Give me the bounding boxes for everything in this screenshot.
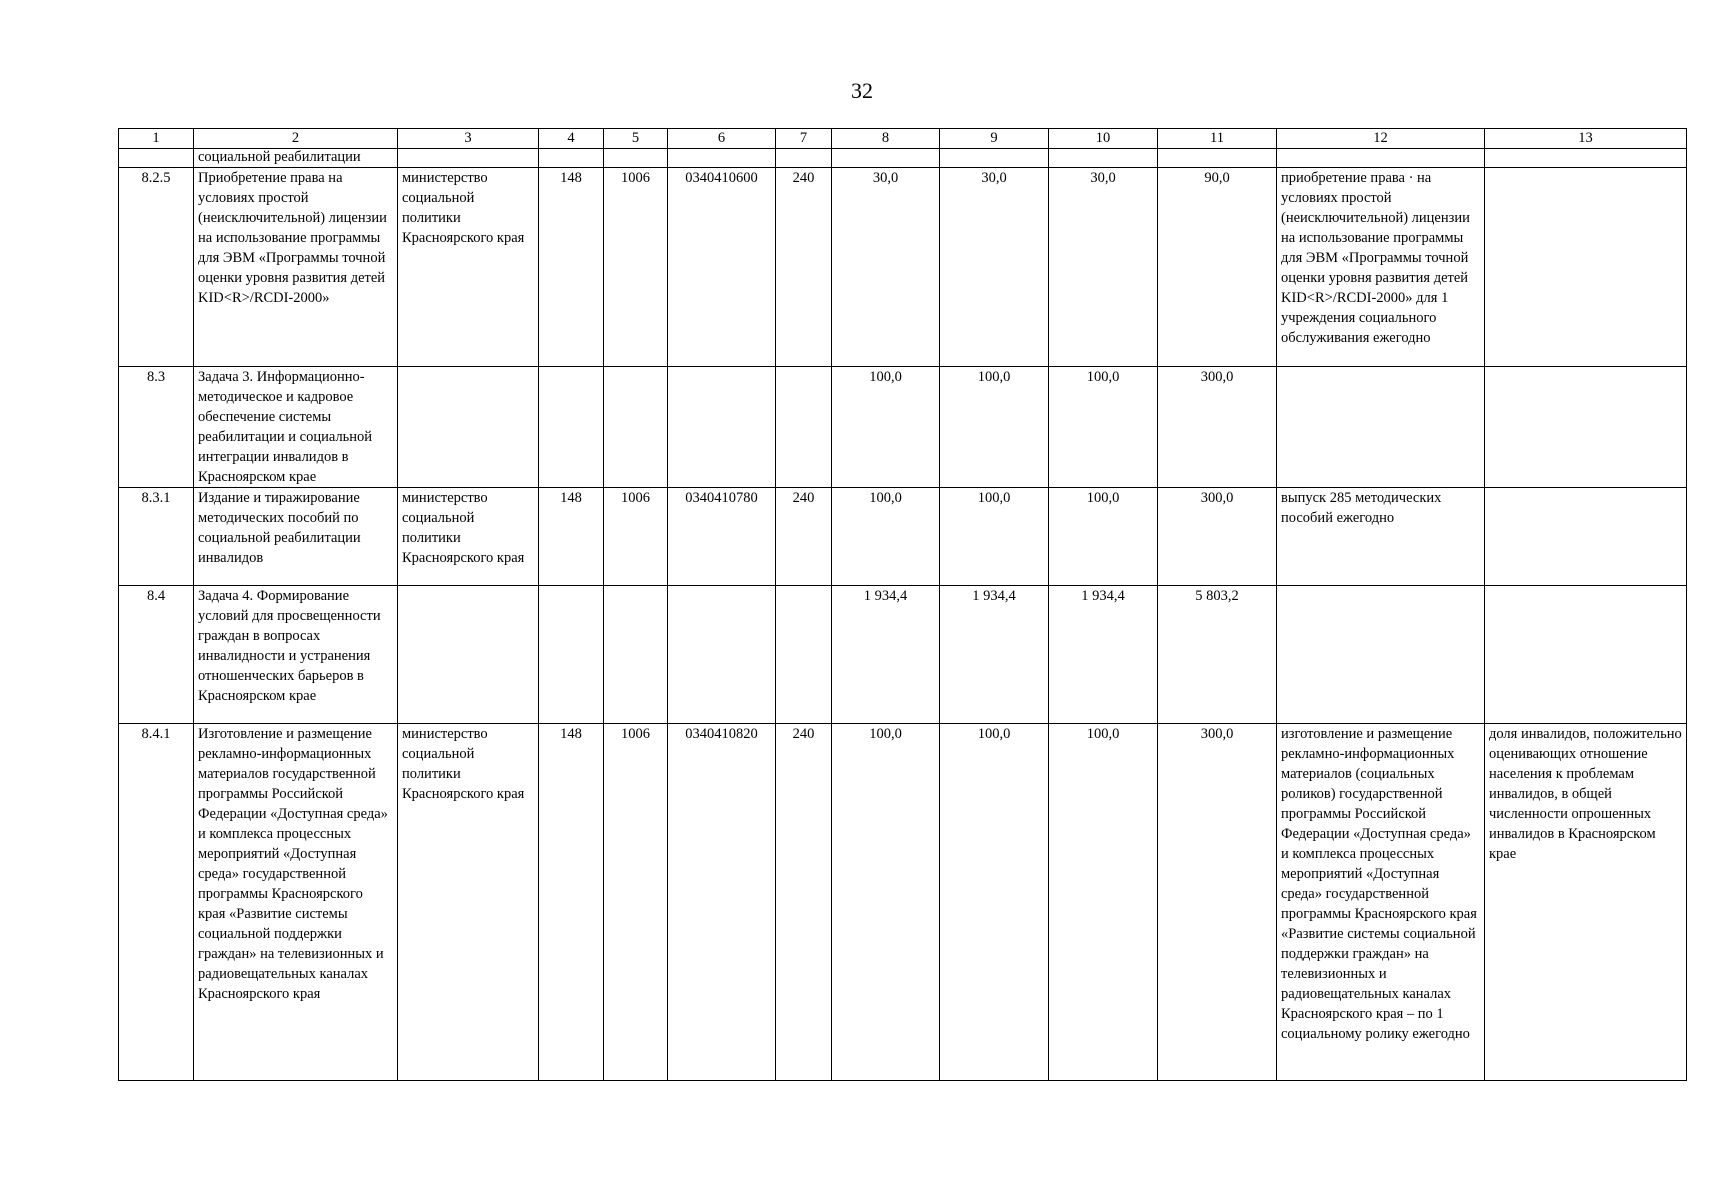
table-row (119, 586, 1687, 724)
grbs-code (539, 367, 604, 488)
column-header: 6 (668, 129, 776, 149)
executor: министерство социальной политики Красноярского края (398, 168, 539, 367)
column-header: 10 (1049, 129, 1158, 149)
expected-result: изготовление и размещение рекламно-информационных материалов (социальных роликов) государственной программы Российской Федерации «Доступная среда» и комплекса процессных мероприятий «Доступная среда» государственной программы Красноярского края «Развитие системы социальной поддержки граждан» на телевизионных и радиовещательных каналах Красноярского края – по 1 социальному ролику ежегодно (1277, 724, 1485, 1081)
row-number: 8.3.1 (119, 488, 194, 586)
continuation-row (119, 149, 1687, 168)
amount-year-2: 100,0 (940, 367, 1049, 488)
vr-code (776, 586, 832, 724)
table-body (119, 129, 1687, 1081)
executor: министерство социальной политики Красноярского края (398, 724, 539, 1081)
expected-result (1277, 586, 1485, 724)
amount-year-2: 30,0 (940, 168, 1049, 367)
row-number: 8.3 (119, 367, 194, 488)
page-number: 32 (851, 78, 873, 103)
event-name: Приобретение права на условиях простой (неисключительной) лицензии на использование программы для ЭВМ «Программы точной оценки уровня развития детей KID<R>/RCDI-2000» (194, 168, 398, 367)
vr-code: 240 (776, 168, 832, 367)
table-row (119, 488, 1687, 586)
vr-code: 240 (776, 488, 832, 586)
amount-year-2: 100,0 (940, 488, 1049, 586)
indicator (1485, 168, 1687, 367)
vr-code: 240 (776, 724, 832, 1081)
empty-cell (1158, 149, 1277, 168)
empty-cell (119, 149, 194, 168)
program-table (118, 128, 1687, 1081)
empty-cell (940, 149, 1049, 168)
amount-year-1: 100,0 (832, 724, 940, 1081)
csr-code: 0340410820 (668, 724, 776, 1081)
amount-year-1: 30,0 (832, 168, 940, 367)
indicator (1485, 488, 1687, 586)
table-row (119, 724, 1687, 1081)
csr-code (668, 367, 776, 488)
amount-year-3: 30,0 (1049, 168, 1158, 367)
amount-year-3: 100,0 (1049, 488, 1158, 586)
column-header: 2 (194, 129, 398, 149)
amount-year-1: 100,0 (832, 367, 940, 488)
amount-year-3: 100,0 (1049, 367, 1158, 488)
grbs-code: 148 (539, 488, 604, 586)
column-header: 4 (539, 129, 604, 149)
grbs-code (539, 586, 604, 724)
column-header: 12 (1277, 129, 1485, 149)
amount-year-3: 100,0 (1049, 724, 1158, 1081)
csr-code: 0340410600 (668, 168, 776, 367)
rzpr-code (604, 586, 668, 724)
empty-cell (668, 149, 776, 168)
executor (398, 586, 539, 724)
event-name: Задача 3. Информационно-методическое и кадровое обеспечение системы реабилитации и социальной интеграции инвалидов в Красноярском крае (194, 367, 398, 488)
amount-year-3: 1 934,4 (1049, 586, 1158, 724)
continuation-text: социальной реабилитации (194, 149, 398, 168)
amount-year-2: 100,0 (940, 724, 1049, 1081)
empty-cell (1277, 149, 1485, 168)
expected-result: выпуск 285 методических пособий ежегодно (1277, 488, 1485, 586)
indicator (1485, 586, 1687, 724)
expected-result: приобретение права · на условиях простой (неисключительной) лицензии на использование программы для ЭВМ «Программы точной оценки уровня развития детей KID<R>/RCDI-2000» для 1 учреждения социального обслуживания ежегодно (1277, 168, 1485, 367)
indicator (1485, 367, 1687, 488)
column-header: 13 (1485, 129, 1687, 149)
column-header: 1 (119, 129, 194, 149)
amount-total: 300,0 (1158, 367, 1277, 488)
event-name: Изготовление и размещение рекламно-информационных материалов государственной программы Российской Федерации «Доступная среда» и комплекса процессных мероприятий «Доступная среда» государственной программы Красноярского края «Развитие системы социальной поддержки граждан» на телевизионных и радиовещательных каналах Красноярского края (194, 724, 398, 1081)
event-name: Задача 4. Формирование условий для просвещенности граждан в вопросах инвалидности и устранения отношенческих барьеров в Красноярском крае (194, 586, 398, 724)
expected-result (1277, 367, 1485, 488)
table-row (119, 168, 1687, 367)
empty-cell (1485, 149, 1687, 168)
grbs-code: 148 (539, 168, 604, 367)
amount-total: 5 803,2 (1158, 586, 1277, 724)
amount-year-1: 1 934,4 (832, 586, 940, 724)
empty-cell (604, 149, 668, 168)
empty-cell (776, 149, 832, 168)
row-number: 8.2.5 (119, 168, 194, 367)
executor (398, 367, 539, 488)
csr-code (668, 586, 776, 724)
event-name: Издание и тиражирование методических пособий по социальной реабилитации инвалидов (194, 488, 398, 586)
row-number: 8.4.1 (119, 724, 194, 1081)
amount-year-1: 100,0 (832, 488, 940, 586)
rzpr-code: 1006 (604, 168, 668, 367)
column-header: 8 (832, 129, 940, 149)
grbs-code: 148 (539, 724, 604, 1081)
rzpr-code: 1006 (604, 724, 668, 1081)
csr-code: 0340410780 (668, 488, 776, 586)
column-header: 5 (604, 129, 668, 149)
empty-cell (398, 149, 539, 168)
row-number: 8.4 (119, 586, 194, 724)
column-header: 11 (1158, 129, 1277, 149)
column-number-header-row (119, 129, 1687, 149)
amount-year-2: 1 934,4 (940, 586, 1049, 724)
column-header: 9 (940, 129, 1049, 149)
empty-cell (1049, 149, 1158, 168)
indicator: доля инвалидов, положительно оценивающих отношение населения к проблемам инвалидов, в общей численности опрошенных инвалидов в Красноярском крае (1485, 724, 1687, 1081)
rzpr-code (604, 367, 668, 488)
vr-code (776, 367, 832, 488)
amount-total: 300,0 (1158, 488, 1277, 586)
executor: министерство социальной политики Красноярского края (398, 488, 539, 586)
rzpr-code: 1006 (604, 488, 668, 586)
empty-cell (832, 149, 940, 168)
amount-total: 300,0 (1158, 724, 1277, 1081)
column-header: 7 (776, 129, 832, 149)
empty-cell (539, 149, 604, 168)
column-header: 3 (398, 129, 539, 149)
table-row (119, 367, 1687, 488)
amount-total: 90,0 (1158, 168, 1277, 367)
